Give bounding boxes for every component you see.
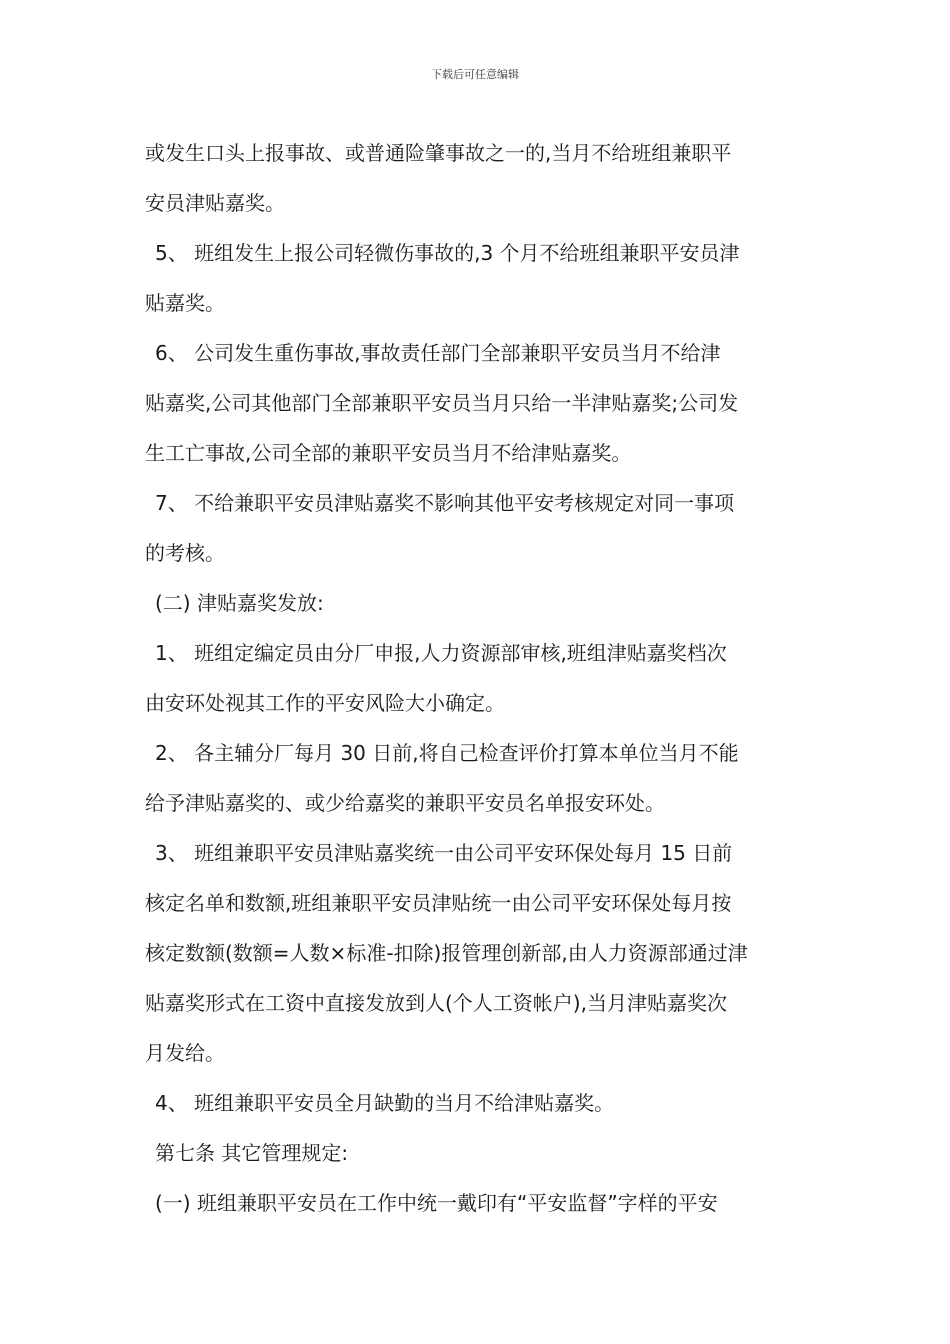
text-line: 核定名单和数额,班组兼职平安员津贴统一由公司平安环保处每月按 bbox=[145, 891, 732, 915]
text-line: 贴嘉奖。 bbox=[145, 291, 225, 315]
article-heading: 第七条 其它管理规定: bbox=[155, 1141, 349, 1165]
text-line: 安员津贴嘉奖。 bbox=[145, 191, 285, 215]
text-line: 核定数额(数额=人数×标准-扣除)报管理创新部,由人力资源部通过津 bbox=[145, 941, 748, 965]
text-line: 给予津贴嘉奖的、或少给嘉奖的兼职平安员名单报安环处。 bbox=[145, 791, 665, 815]
text-line: 生工亡事故,公司全部的兼职平安员当月不给津贴嘉奖。 bbox=[145, 441, 632, 465]
section-heading: (二) 津贴嘉奖发放: bbox=[155, 591, 324, 615]
text-line: 月发给。 bbox=[145, 1041, 225, 1065]
text-line: 或发生口头上报事故、或普通险肇事故之一的,当月不给班组兼职平 bbox=[145, 141, 732, 165]
page-header: 下载后可任意编辑 bbox=[431, 68, 519, 81]
list-item-6: 6、 公司发生重伤事故,事故责任部门全部兼职平安员当月不给津 bbox=[155, 341, 721, 365]
text-line: 由安环处视其工作的平安风险大小确定。 bbox=[145, 691, 505, 715]
text-line: 的考核。 bbox=[145, 541, 225, 565]
list-item-2: 2、 各主辅分厂每月 30 日前,将自己检查评价打算本单位当月不能 bbox=[155, 741, 739, 765]
list-item-4: 4、 班组兼职平安员全月缺勤的当月不给津贴嘉奖。 bbox=[155, 1091, 615, 1115]
list-item-5: 5、 班组发生上报公司轻微伤事故的,3 个月不给班组兼职平安员津 bbox=[155, 241, 740, 265]
text-line: 贴嘉奖,公司其他部门全部兼职平安员当月只给一半津贴嘉奖;公司发 bbox=[145, 391, 739, 415]
list-item-3: 3、 班组兼职平安员津贴嘉奖统一由公司平安环保处每月 15 日前 bbox=[155, 841, 733, 865]
document-body bbox=[145, 131, 815, 1231]
section-item: (一) 班组兼职平安员在工作中统一戴印有“平安监督”字样的平安 bbox=[155, 1191, 718, 1215]
list-item-7: 7、 不给兼职平安员津贴嘉奖不影响其他平安考核规定对同一事项 bbox=[155, 491, 735, 515]
list-item-1: 1、 班组定编定员由分厂申报,人力资源部审核,班组津贴嘉奖档次 bbox=[155, 641, 727, 665]
text-line: 贴嘉奖形式在工资中直接发放到人(个人工资帐户),当月津贴嘉奖次 bbox=[145, 991, 727, 1015]
